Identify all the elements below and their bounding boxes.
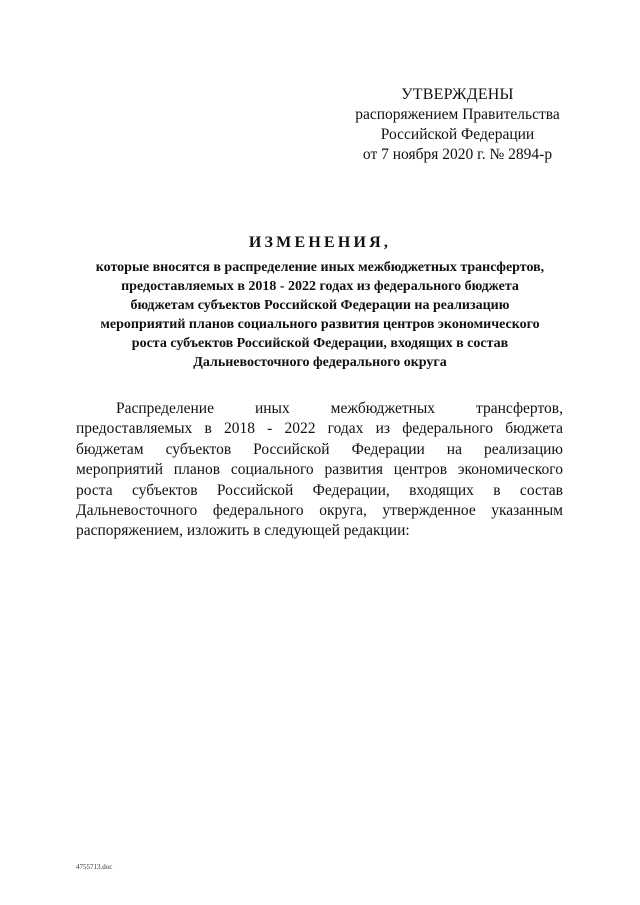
subtitle-line: предоставляемых в 2018 - 2022 годах из федерального бюджета (121, 279, 519, 294)
approval-block (330, 85, 585, 165)
approval-line-3: от 7 ноября 2020 г. № 2894-р (362, 146, 553, 163)
document-file-code: 4755713.doc (76, 863, 113, 871)
subtitle-line: мероприятий планов социального развития центров экономического (100, 317, 540, 332)
approval-line-2: Российской Федерации (380, 126, 535, 143)
approval-line-1: распоряжением Правительства (355, 106, 560, 123)
subtitle-line: роста субъектов Российской Федерации, входящих в состав (131, 336, 509, 351)
approval-heading: УТВЕРЖДЕНЫ (401, 86, 514, 103)
subtitle-line: бюджетам субъектов Российской Федерации на реализацию (130, 298, 510, 313)
subtitle-line: Дальневосточного федерального округа (193, 355, 447, 370)
body-paragraph: Распределение иных межбюджетных трансфертов, предоставляемых в 2018 - 2022 годах из федерального бюджета бюджетам субъектов Российской Федерации на реализацию мероприятий планов социального развития центров экономического роста субъектов Российской Федерации, входящих в состав Дальневосточного федерального округа, утвержденное указанным распоряжением, изложить в следующей редакции: (76, 400, 563, 540)
document-subtitle (60, 258, 580, 372)
document-title: ИЗМЕНЕНИЯ, (248, 234, 392, 251)
subtitle-line: которые вносятся в распределение иных межбюджетных трансфертов, (95, 260, 545, 275)
